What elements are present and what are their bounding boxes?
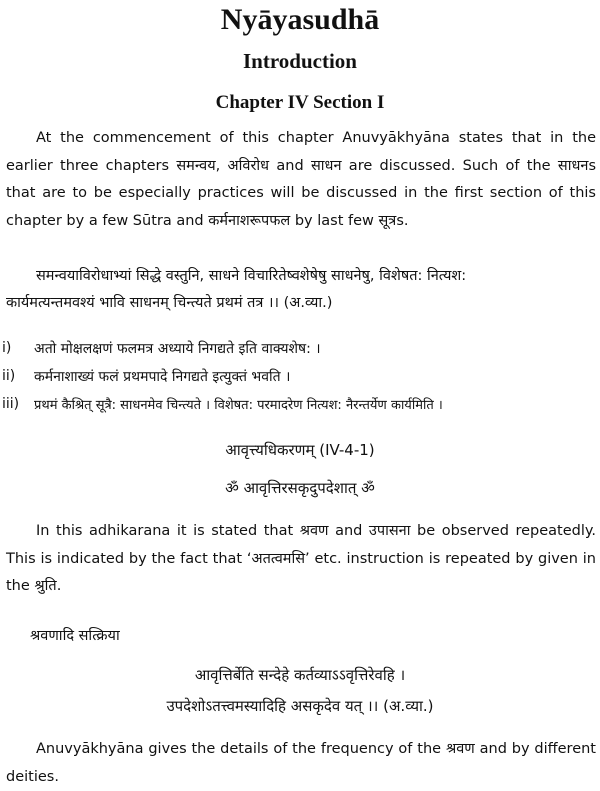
para3-text-2: and by different deities. <box>6 741 596 785</box>
para2-text-5: . <box>56 578 62 594</box>
para1-sanskrit-5: सूत्र <box>378 212 397 229</box>
page-subtitle: Introduction <box>243 49 357 73</box>
section-title: Chapter IV Section I <box>215 92 385 113</box>
para2-sanskrit-2: उपासना <box>368 523 411 539</box>
para2-text-4: ’ etc. instruction is repeated by given in the <box>6 550 596 594</box>
quote1-line-2: कार्यमत्यन्तमवश्यं भावि साधनम् चिन्त्यते प्रथमं तत्र ।। (अ.व्या.) <box>6 295 333 311</box>
para1-text-4: s that are to be especially practices will be discussed in the first section of this chapter by a few Sūtra and <box>6 157 596 229</box>
list-item <box>2 334 598 362</box>
para1-text-2: and <box>269 157 311 174</box>
numbered-list <box>2 334 598 418</box>
paragraph-closing <box>6 736 596 791</box>
para1-text-3: are discussed. Such of the <box>341 157 558 174</box>
para1-text-1: At the commencement of this chapter Anuvyākhyāna states that in the earlier three chapters <box>6 130 596 174</box>
list-item <box>2 390 598 418</box>
list-item <box>2 362 598 390</box>
para1-text-5: by last few <box>290 212 379 229</box>
quote1-line-1: समन्वयाविरोधाभ्यां सिद्धे वस्तुनि, साधने विचारितेष्वशेषेषु साधनेषु, विशेषत: नित्यश: <box>36 268 467 284</box>
paragraph-adhikarana <box>6 518 596 601</box>
list-item-number: i) <box>2 340 12 356</box>
list-item-text: प्रथमं कैश्रित् सूत्रै: साधनमेव चिन्त्यते । विशेषत: परमादरेण नित्यश: नैरन्तर्येण कार्यमिति । <box>34 398 443 413</box>
para2-text-3: be observed repeatedly. This is indicated by the fact that ‘ <box>6 523 596 567</box>
list-item-number: ii) <box>2 368 16 384</box>
verse-line-1: आवृत्तिर्बेति सन्देहे कर्तव्याऽऽवृत्तिरेवहि । <box>194 666 406 684</box>
list-item-number: iii) <box>2 396 20 412</box>
para2-sanskrit-1: श्रवण <box>299 523 329 539</box>
para2-text-2: and <box>328 523 369 539</box>
sutra-line: ॐ आवृत्तिरसकृदुपदेशात् ॐ <box>225 479 375 497</box>
para1-text-6: s. <box>396 212 409 229</box>
para3-text-1: Anuvyākhyāna gives the details of the frequency of the <box>36 741 446 757</box>
para1-sanskrit-1: समन्वय, अविरोध <box>176 157 270 174</box>
sravanadi-heading: श्रवणादि सत्क्रिया <box>30 628 120 644</box>
para2-text-1: In this adhikarana it is stated that <box>36 523 300 539</box>
para1-sanskrit-3: साधन <box>557 157 589 174</box>
para1-sanskrit-4: कर्मनाशरूपफल <box>208 212 291 229</box>
adhikarana-heading: आवृत्त्यधिकरणम् (IV-4-1) <box>225 441 375 459</box>
para2-sanskrit-4: श्रुति <box>34 578 57 594</box>
page-title: Nyāyasudhā <box>220 3 380 36</box>
para1-sanskrit-2: साधन <box>310 157 342 174</box>
paragraph-intro <box>6 125 596 235</box>
list-item-text: कर्मनाशाख्यं फलं प्रथमपादे निगद्यते इत्युक्तं भवति । <box>34 368 291 385</box>
verse-line-2: उपदेशोऽतत्त्वमस्यादिहि असकृदेव यत् ।। (अ.व्या.) <box>166 697 434 715</box>
list-item-text: अतो मोक्षलक्षणं फलमत्र अध्याये निगद्यते इति वाक्यशेष: । <box>34 340 321 357</box>
para2-sanskrit-3: अतत्वमसि <box>251 550 306 567</box>
para3-sanskrit-1: श्रवण <box>445 741 475 757</box>
